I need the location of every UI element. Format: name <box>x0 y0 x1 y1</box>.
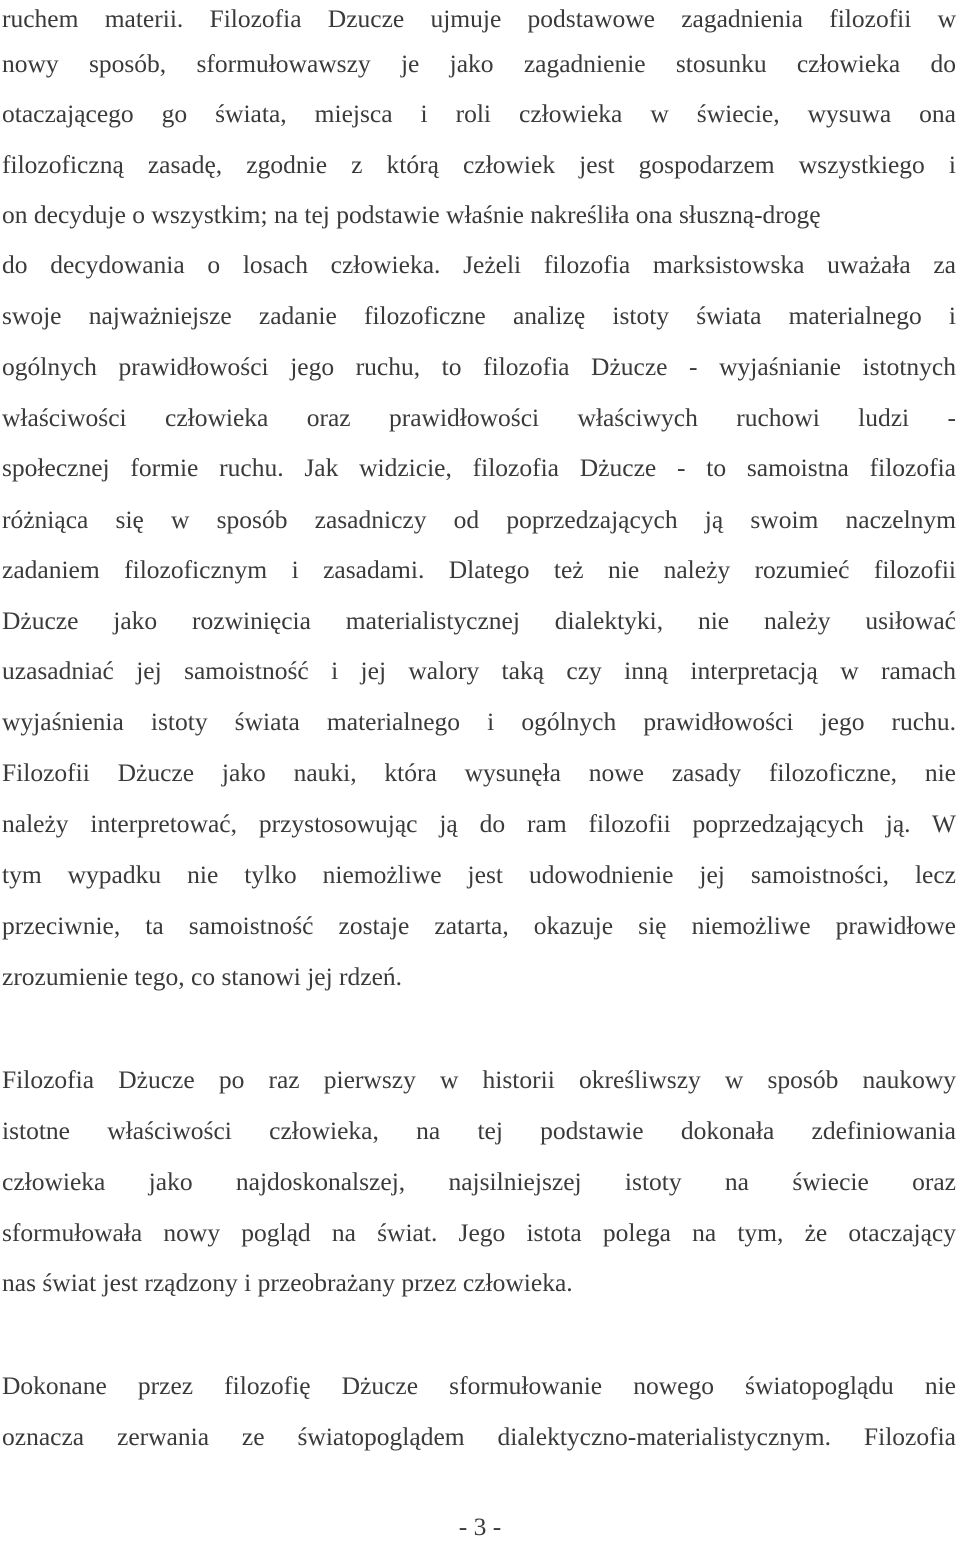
text-line: Dżucze jako rozwinięcia materialistycznej dialektyki, nie należy usiłować <box>2 606 956 635</box>
text-line: uzasadniać jej samoistność i jej walory taką czy inną interpretacją w ramach <box>2 656 956 685</box>
text-line: swoje najważniejsze zadanie filozoficzne analizę istoty świata materialnego i <box>2 301 956 330</box>
text-line: sformułowała nowy pogląd na świat. Jego istota polega na tym, że otaczający <box>2 1218 956 1247</box>
text-line: należy interpretować, przystosowując ją do ram filozofii poprzedzających ją. W <box>2 809 956 838</box>
text-line: Dokonane przez filozofię Dżucze sformułowanie nowego światopoglądu nie <box>2 1371 956 1400</box>
text-line: filozoficzną zasadę, zgodnie z którą człowiek jest gospodarzem wszystkiego i <box>2 150 956 179</box>
text-line: różniąca się w sposób zasadniczy od poprzedzających ją swoim naczelnym <box>2 505 956 534</box>
text-line: tym wypadku nie tylko niemożliwe jest udowodnienie jej samoistności, lecz <box>2 860 956 889</box>
text-line: on decyduje o wszystkim; na tej podstawie właśnie nakreśliła ona słuszną-drogę <box>2 200 821 229</box>
text-line: właściwości człowieka oraz prawidłowości właściwych ruchowi ludzi - <box>2 403 956 432</box>
text-line: ogólnych prawidłowości jego ruchu, to filozofia Dżucze - wyjaśnianie istotnych <box>2 352 956 381</box>
text-line: społecznej formie ruchu. Jak widzicie, filozofia Dżucze - to samoistna filozofia <box>2 453 956 482</box>
text-line: Filozofii Dżucze jako nauki, która wysunęła nowe zasady filozoficzne, nie <box>2 758 956 787</box>
text-line: otaczającego go świata, miejsca i roli człowieka w świecie, wysuwa ona <box>2 99 956 128</box>
text-line: nowy sposób, sformułowawszy je jako zagadnienie stosunku człowieka do <box>2 49 956 78</box>
text-line: przeciwnie, ta samoistność zostaje zatarta, okazuje się niemożliwe prawidłowe <box>2 911 956 940</box>
text-line: ruchem materii. Filozofia Dzucze ujmuje podstawowe zagadnienia filozofii w <box>2 4 956 33</box>
text-line: zadaniem filozoficznym i zasadami. Dlatego też nie należy rozumieć filozofii <box>2 555 956 584</box>
text-line: istotne właściwości człowieka, na tej podstawie dokonała zdefiniowania <box>2 1116 956 1145</box>
text-line: zrozumienie tego, co stanowi jej rdzeń. <box>2 962 403 991</box>
text-line: wyjaśnienia istoty świata materialnego i ogólnych prawidłowości jego ruchu. <box>2 707 956 736</box>
page-number: - 3 - <box>458 1512 502 1541</box>
text-line: oznacza zerwania ze światopoglądem dialektyczno-materialistycznym. Filozofia <box>2 1422 956 1451</box>
text-line: do decydowania o losach człowieka. Jeżeli filozofia marksistowska uważała za <box>2 250 956 279</box>
text-line: Filozofia Dżucze po raz pierwszy w historii określiwszy w sposób naukowy <box>2 1065 956 1094</box>
text-line: nas świat jest rządzony i przeobrażany przez człowieka. <box>2 1268 573 1297</box>
text-line: człowieka jako najdoskonalszej, najsilniejszej istoty na świecie oraz <box>2 1167 956 1196</box>
